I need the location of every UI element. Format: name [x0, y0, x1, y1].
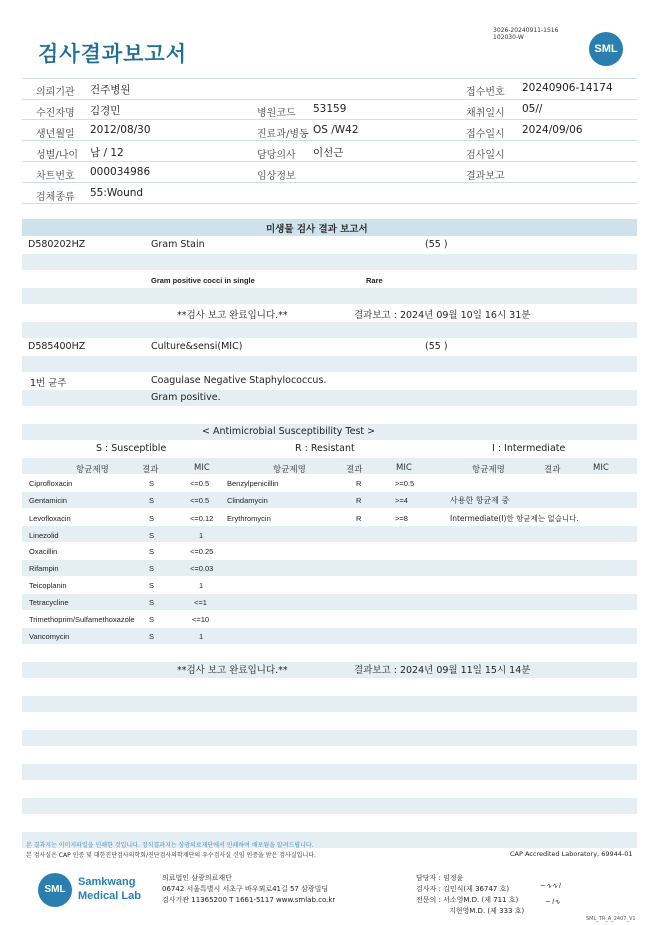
ast-result: S: [149, 598, 155, 607]
legend-intermediate: I : Intermediate: [492, 443, 566, 454]
brand-name: Samkwang: [78, 876, 136, 888]
birth-value: 2012/08/30: [90, 124, 151, 136]
ast-drug: Linezolid: [29, 531, 59, 540]
organism-name: Coagulase Negative Staphylococcus.: [151, 375, 327, 386]
gram-done: **검사 보고 완료입니다.**: [177, 310, 288, 321]
footer-address: 06742 서울특별시 서초구 바우뫼로41길 57 삼광빌딩: [162, 885, 329, 893]
col3-mic-header: MIC: [593, 463, 609, 473]
sexage-value: 남 / 12: [90, 147, 124, 159]
signature: ~⌇∿: [545, 898, 561, 906]
organism-label: 1번 균주: [30, 378, 67, 389]
birth-label: 생년월일: [36, 129, 75, 140]
col2-mic-header: MIC: [396, 463, 412, 473]
ast-mic: <=0.25: [190, 547, 214, 556]
ast-result: S: [149, 479, 155, 488]
gram-code: D580202HZ: [28, 239, 86, 250]
ast-drug: Trimethoprim/Sulfamethoxazole: [29, 615, 135, 624]
specimen-label: 검체종류: [36, 192, 75, 203]
document-code: 3026-20240911-1516 102030-W: [493, 27, 559, 41]
staff-line: 담당자 : 임정윤: [416, 874, 464, 882]
ast-drug: Tetracycline: [29, 598, 69, 607]
staff-line: 검사자 : 김민식(제 36747 호): [416, 885, 510, 893]
footer-note: 본 검사실은 CAP 인증 및 대한진단검사의학회/진단검사의학재단의 우수검사실 신임 인증을 받은 검사실입니다.: [26, 852, 316, 859]
name-value: 김경민: [90, 105, 121, 117]
ast-mic: >=0.5: [395, 479, 415, 488]
culture-name: Culture&sensi(MIC): [151, 341, 243, 352]
ast-mic: <=0.12: [190, 514, 214, 523]
footer-contact: 검사기관 11365200 T 1661-5117 www.smlab.co.kr: [162, 896, 336, 904]
ast-drug: Benzylpenicillin: [227, 479, 279, 488]
hospital-value: 건주병원: [90, 84, 131, 96]
test-label: 검사일시: [466, 150, 505, 161]
ast-title: < Antimicrobial Susceptibility Test >: [202, 426, 376, 437]
chart-label: 차트번호: [36, 171, 75, 182]
ast-result: R: [356, 514, 362, 523]
legend-susceptible: S : Susceptible: [96, 443, 167, 454]
section-title: 미생물 검사 결과 보고서: [266, 224, 368, 235]
report-label: 결과보고: [466, 171, 505, 182]
recv-label: 접수일시: [466, 129, 505, 140]
footer-org: 의료법인 삼광의료재단: [162, 874, 232, 882]
col2-result-header: 결과: [346, 465, 363, 475]
ast-result: S: [149, 615, 155, 624]
footer-note: 본 결과지는 이미지파일을 인쇄한 것입니다. 정식결과지는 삼광의료재단에서 인쇄하여 배포됨을 알려드립니다.: [26, 842, 314, 849]
ast-drug: Levofloxacin: [29, 514, 71, 523]
dept-value: OS /W42: [313, 124, 359, 136]
collect-label: 채취일시: [466, 108, 505, 119]
culture-code: D585400HZ: [28, 341, 86, 352]
ast-mic: 1: [199, 531, 204, 540]
ast-result: S: [149, 632, 155, 641]
ast-result: S: [149, 547, 155, 556]
ast-drug: Teicoplanin: [29, 581, 67, 590]
dept-label: 진료과/병동: [257, 129, 309, 140]
ast-drug: Erythromycin: [227, 514, 271, 523]
collect-value: 05//: [522, 103, 543, 115]
receipt-value: 20240906-14174: [522, 82, 613, 94]
final-time: 결과보고 : 2024년 09월 11일 15시 14분: [354, 665, 531, 676]
ast-result: R: [356, 496, 362, 505]
ast-result: S: [149, 514, 155, 523]
form-code: SML_TR_A_2407_V1: [586, 916, 636, 922]
specimen-value: 55:Wound: [90, 187, 144, 199]
sml-logo-icon: SML: [38, 873, 72, 907]
ast-result: S: [149, 564, 155, 573]
staff-line: 전문의 : 서소영M.D. (제 711 호): [416, 896, 519, 904]
ast-result: S: [149, 581, 155, 590]
gram-time: 결과보고 : 2024년 09월 10일 16시 31분: [354, 310, 531, 321]
intermediate-note: Intermediate(I)한 항균제는 없습니다.: [450, 514, 579, 523]
col1-result-header: 결과: [142, 465, 159, 475]
cap-accreditation: CAP Accredited Laboratory, 69944-01: [510, 850, 633, 858]
ast-drug: Gentamicin: [29, 496, 67, 505]
name-label: 수진자명: [36, 108, 75, 119]
col1-mic-header: MIC: [194, 463, 210, 473]
gram-amount: Rare: [366, 276, 383, 285]
culture-spec: (55 ): [425, 341, 448, 352]
ast-mic: <=0.5: [190, 496, 210, 505]
recv-value: 2024/09/06: [522, 124, 583, 136]
ast-mic: >=8: [395, 514, 408, 523]
signature: ~∿∿⌇: [540, 882, 562, 890]
hospital-label: 의뢰기관: [36, 87, 75, 98]
gram-name: Gram Stain: [151, 239, 205, 250]
receipt-label: 접수번호: [466, 87, 505, 98]
ast-mic: <=1: [194, 598, 207, 607]
ast-drug: Ciprofloxacin: [29, 479, 73, 488]
brand-name: Medical Lab: [78, 890, 141, 902]
gram-finding: Gram positive cocci in single: [151, 276, 255, 285]
staff-line: 지현영M.D. (제 333 호): [449, 907, 525, 915]
ast-drug: Clindamycin: [227, 496, 268, 505]
ast-result: S: [149, 531, 155, 540]
page-title: 검사결과보고서: [38, 42, 188, 66]
col2-drug-header: 항균제명: [273, 465, 306, 475]
ast-mic: 1: [199, 632, 204, 641]
ast-result: R: [356, 479, 362, 488]
clinical-label: 임상정보: [257, 171, 296, 182]
ast-drug: Oxacillin: [29, 547, 58, 556]
ast-drug: Rifampin: [29, 564, 59, 573]
hospcode-label: 병원코드: [257, 108, 296, 119]
ast-mic: <=10: [192, 615, 210, 624]
doctor-label: 담당의사: [257, 150, 296, 161]
ast-mic: <=0.5: [190, 479, 210, 488]
col1-drug-header: 항균제명: [76, 465, 109, 475]
ast-mic: >=4: [395, 496, 408, 505]
col3-result-header: 결과: [544, 465, 561, 475]
doctor-value: 이선근: [313, 147, 344, 159]
hospcode-value: 53159: [313, 103, 347, 115]
gram-spec: (55 ): [425, 239, 448, 250]
ast-mic: 1: [199, 581, 204, 590]
chart-value: 000034986: [90, 166, 151, 178]
organism-gram: Gram positive.: [151, 392, 221, 403]
legend-resistant: R : Resistant: [295, 443, 355, 454]
ast-mic: <=0.03: [190, 564, 214, 573]
final-done: **검사 보고 완료입니다.**: [177, 665, 288, 676]
ast-result: S: [149, 496, 155, 505]
intermediate-note: 사용한 항균제 중: [450, 496, 510, 505]
ast-drug: Vancomycin: [29, 632, 70, 641]
sml-logo-icon: SML: [589, 32, 623, 66]
col3-drug-header: 항균제명: [472, 465, 505, 475]
sexage-label: 성별/나이: [36, 150, 79, 161]
